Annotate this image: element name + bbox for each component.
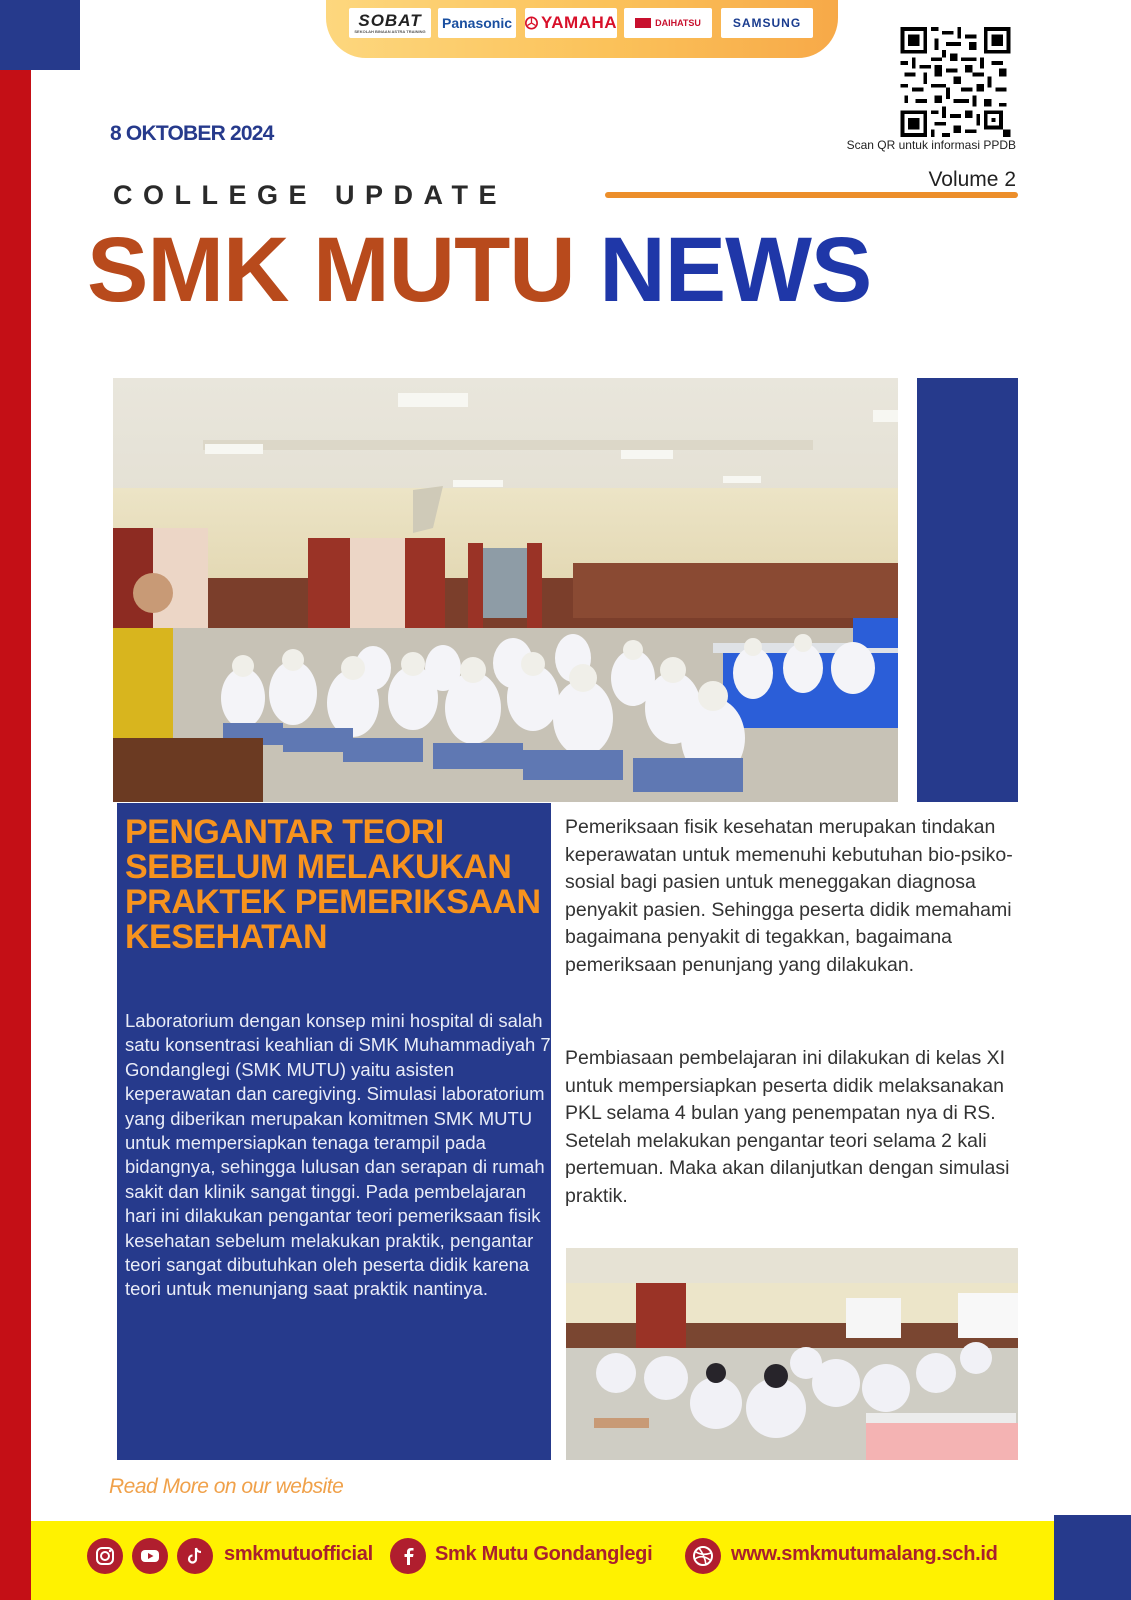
title-part-news: NEWS xyxy=(599,219,872,321)
classroom-photo xyxy=(113,378,898,802)
dribbble-icon[interactable] xyxy=(685,1538,721,1574)
volume-underline xyxy=(605,192,1018,198)
tagline: COLLEGE UPDATE xyxy=(113,180,508,210)
sobat-logo xyxy=(349,8,431,38)
sponsor-banner xyxy=(326,0,838,58)
facebook-icon[interactable] xyxy=(390,1538,426,1574)
side-blue-panel xyxy=(917,378,1018,802)
volume-label: Volume 2 xyxy=(928,168,1016,191)
article-headline: PENGANTAR TEORI SEBELUM MELAKUKAN PRAKTEK PEMERIKSAAN KESEHATAN xyxy=(125,813,541,956)
tiktok-icon[interactable] xyxy=(177,1538,213,1574)
title-part-smk-mutu: SMK MUTU xyxy=(87,219,575,321)
yamaha-logo-text: YAMAHA xyxy=(540,13,617,32)
daihatsu-mark-icon xyxy=(635,18,651,28)
sobat-logo-subtext: SEKOLAH BINAAN ASTRA TRAINING xyxy=(354,28,426,34)
corner-block-bottom-right xyxy=(1054,1515,1131,1600)
article-paragraph-2: Pembiasaan pembelajaran ini dilakukan di kelas XI untuk mempersiapkan peserta didik melaksanakan PKL selama 4 bulan yang penempatan nya di RS. Setelah melakukan pengantar teori selama 2 kali pertemuan. Maka akan dilanjutkan dengan simulasi praktik. xyxy=(565,1047,1010,1207)
panasonic-logo xyxy=(438,8,516,38)
daihatsu-logo xyxy=(624,8,712,38)
instagram-handle[interactable]: smkmutuofficial xyxy=(224,1543,373,1565)
website-url[interactable]: www.smkmutumalang.sch.id xyxy=(731,1543,998,1565)
newsletter-title xyxy=(87,215,871,325)
yamaha-emblem-icon xyxy=(525,15,538,31)
youtube-icon[interactable] xyxy=(132,1538,168,1574)
issue-date: 8 OKTOBER 2024 xyxy=(110,122,274,145)
article-intro-text: Laboratorium dengan konsep mini hospital di salah satu konsentrasi keahlian di SMK Muhammadiyah 7 Gondanglegi (SMK MUTU) yaitu asisten keperawatan dan caregiving. Simulasi laboratorium yang diberikan merupakan komitmen SMK MUTU untuk mempersiapkan tenaga terampil pada bidangnya, sehingga lulusan dan serapan di rumah sakit dan klinik sangat tinggi. Pada pembelajaran hari ini dilakukan pengantar teori pemeriksaan fisik kesehatan sebelum melakukan praktik, pengantar teori sangat dibutuhkan oleh peserta didik karena teori untuk menunjang saat praktik nantinya. xyxy=(125,1010,551,1300)
panasonic-logo-text: Panasonic xyxy=(441,15,513,31)
sobat-logo-text: SOBAT xyxy=(358,10,422,30)
students-seated-photo xyxy=(566,1248,1018,1460)
read-more-link[interactable]: Read More on our website xyxy=(109,1475,344,1498)
samsung-logo-text: SAMSUNG xyxy=(732,16,802,30)
yamaha-logo xyxy=(525,8,617,38)
instagram-icon[interactable] xyxy=(87,1538,123,1574)
corner-block-top-left xyxy=(0,0,80,70)
qr-caption: Scan QR untuk informasi PPDB xyxy=(846,138,1016,152)
facebook-page-name[interactable]: Smk Mutu Gondanglegi xyxy=(435,1543,653,1565)
daihatsu-logo-text: DAIHATSU xyxy=(655,18,701,28)
qr-code-icon[interactable] xyxy=(900,27,1011,137)
side-red-stripe xyxy=(0,70,31,1600)
samsung-logo xyxy=(721,8,813,38)
article-paragraph-1: Pemeriksaan fisik kesehatan merupakan tindakan keperawatan untuk memenuhi kebutuhan bio-psiko-sosial bagi pasien untuk meneggakan diagnosa penyakit pasien. Sehingga peserta didik memahami bagaimana penyakit di tegakkan, bagaimana pemeriksaan penunjang yang dilakukan. xyxy=(565,816,1013,976)
